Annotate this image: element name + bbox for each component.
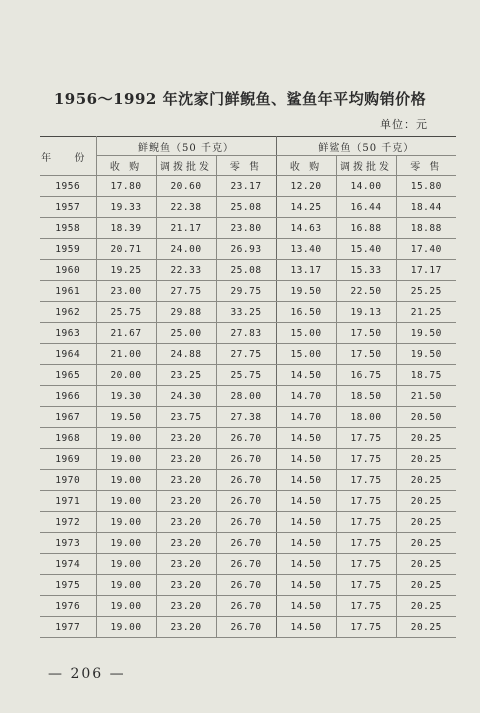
year-cell: 1968 <box>40 428 96 449</box>
table-row <box>40 575 456 596</box>
purchase-cell: 19.00 <box>96 554 156 575</box>
purchase-cell: 14.50 <box>276 554 336 575</box>
purchase-cell: 13.40 <box>276 239 336 260</box>
table-row <box>40 386 456 407</box>
retail-cell: 26.70 <box>216 617 276 638</box>
wholesale-cell: 17.75 <box>336 575 396 596</box>
retail-cell: 26.70 <box>216 596 276 617</box>
table-row <box>40 365 456 386</box>
wholesale-cell: 23.20 <box>156 533 216 554</box>
retail-cell: 26.93 <box>216 239 276 260</box>
retail-cell: 17.40 <box>396 239 456 260</box>
year-cell: 1973 <box>40 533 96 554</box>
retail-cell: 26.70 <box>216 554 276 575</box>
retail-cell: 27.75 <box>216 344 276 365</box>
year-cell: 1956 <box>40 176 96 197</box>
wholesale-cell: 16.44 <box>336 197 396 218</box>
retail-cell: 23.80 <box>216 218 276 239</box>
retail-cell: 26.70 <box>216 512 276 533</box>
year-cell: 1966 <box>40 386 96 407</box>
retail-cell: 18.88 <box>396 218 456 239</box>
purchase-cell: 19.00 <box>96 470 156 491</box>
wholesale-cell: 23.20 <box>156 575 216 596</box>
purchase-cell: 14.50 <box>276 428 336 449</box>
purchase-cell: 19.00 <box>96 596 156 617</box>
purchase-cell: 20.00 <box>96 365 156 386</box>
table-row <box>40 281 456 302</box>
retail-cell: 20.25 <box>396 617 456 638</box>
retail-cell: 27.38 <box>216 407 276 428</box>
year-cell: 1969 <box>40 449 96 470</box>
purchase-cell: 16.50 <box>276 302 336 323</box>
retail-cell: 26.70 <box>216 470 276 491</box>
retail-cell: 19.50 <box>396 323 456 344</box>
wholesale-cell: 18.50 <box>336 386 396 407</box>
wholesale-cell: 24.30 <box>156 386 216 407</box>
wholesale-cell: 17.75 <box>336 428 396 449</box>
retail-cell: 26.70 <box>216 491 276 512</box>
table-row <box>40 344 456 365</box>
purchase-cell: 19.00 <box>96 449 156 470</box>
purchase-cell: 15.00 <box>276 323 336 344</box>
retail-cell: 25.75 <box>216 365 276 386</box>
wholesale-cell: 17.75 <box>336 491 396 512</box>
year-cell: 1960 <box>40 260 96 281</box>
purchase-cell: 13.17 <box>276 260 336 281</box>
purchase-cell: 14.70 <box>276 386 336 407</box>
retail-cell: 33.25 <box>216 302 276 323</box>
purchase-cell: 19.00 <box>96 512 156 533</box>
wholesale-cell: 23.20 <box>156 554 216 575</box>
table-row <box>40 512 456 533</box>
retail-cell: 27.83 <box>216 323 276 344</box>
table-subheader-row <box>40 156 456 176</box>
purchase-cell: 14.50 <box>276 512 336 533</box>
price-table <box>40 136 456 638</box>
purchase-cell: 20.71 <box>96 239 156 260</box>
table-row <box>40 428 456 449</box>
purchase-cell: 15.00 <box>276 344 336 365</box>
wholesale-cell: 23.75 <box>156 407 216 428</box>
purchase-cell: 19.30 <box>96 386 156 407</box>
wholesale-cell: 14.00 <box>336 176 396 197</box>
wholesale-cell: 23.20 <box>156 428 216 449</box>
purchase-cell: 23.00 <box>96 281 156 302</box>
wholesale-cell: 15.33 <box>336 260 396 281</box>
table-row <box>40 323 456 344</box>
unit-label: 单位：元 <box>380 118 428 131</box>
purchase-cell: 14.50 <box>276 575 336 596</box>
year-cell: 1959 <box>40 239 96 260</box>
year-cell: 1961 <box>40 281 96 302</box>
year-cell: 1970 <box>40 470 96 491</box>
group-header-fish-2: 鲜鲨鱼（50 千克） <box>276 137 456 156</box>
wholesale-cell: 17.75 <box>336 449 396 470</box>
wholesale-cell: 24.00 <box>156 239 216 260</box>
purchase-cell: 14.50 <box>276 491 336 512</box>
year-cell: 1972 <box>40 512 96 533</box>
purchase-cell: 14.25 <box>276 197 336 218</box>
year-cell: 1963 <box>40 323 96 344</box>
table-row <box>40 596 456 617</box>
retail-cell: 29.75 <box>216 281 276 302</box>
retail-cell: 26.70 <box>216 533 276 554</box>
purchase-cell: 14.70 <box>276 407 336 428</box>
page-title: 1956～1992 年沈家门鲜鲵鱼、鲨鱼年平均购销价格 <box>53 90 427 108</box>
page-number: — 206 — <box>48 666 126 682</box>
retail-cell: 25.25 <box>396 281 456 302</box>
purchase-cell: 14.50 <box>276 533 336 554</box>
purchase-cell: 19.00 <box>96 533 156 554</box>
purchase-cell: 25.75 <box>96 302 156 323</box>
wholesale-cell: 17.75 <box>336 617 396 638</box>
purchase-cell: 14.50 <box>276 449 336 470</box>
wholesale-cell: 22.38 <box>156 197 216 218</box>
wholesale-cell: 27.75 <box>156 281 216 302</box>
wholesale-cell: 25.00 <box>156 323 216 344</box>
retail-cell: 21.50 <box>396 386 456 407</box>
retail-cell: 26.70 <box>216 428 276 449</box>
wholesale-cell: 23.25 <box>156 365 216 386</box>
retail-cell: 20.25 <box>396 470 456 491</box>
year-cell: 1971 <box>40 491 96 512</box>
retail-cell: 15.80 <box>396 176 456 197</box>
purchase-cell: 21.00 <box>96 344 156 365</box>
wholesale-cell: 21.17 <box>156 218 216 239</box>
purchase-cell: 19.50 <box>96 407 156 428</box>
retail-cell: 18.44 <box>396 197 456 218</box>
table-row <box>40 491 456 512</box>
wholesale-cell: 17.75 <box>336 533 396 554</box>
table-row <box>40 302 456 323</box>
retail-cell: 17.17 <box>396 260 456 281</box>
table-row <box>40 533 456 554</box>
retail-cell: 20.25 <box>396 575 456 596</box>
purchase-cell: 19.00 <box>96 428 156 449</box>
retail-cell: 18.75 <box>396 365 456 386</box>
wholesale-cell: 23.20 <box>156 470 216 491</box>
year-cell: 1967 <box>40 407 96 428</box>
retail-cell: 20.50 <box>396 407 456 428</box>
retail-cell: 20.25 <box>396 554 456 575</box>
purchase-cell: 19.00 <box>96 617 156 638</box>
subheader-purchase: 收 购 <box>276 156 336 176</box>
wholesale-cell: 18.00 <box>336 407 396 428</box>
retail-cell: 20.25 <box>396 596 456 617</box>
wholesale-cell: 23.20 <box>156 617 216 638</box>
purchase-cell: 14.50 <box>276 470 336 491</box>
wholesale-cell: 16.75 <box>336 365 396 386</box>
wholesale-cell: 17.75 <box>336 554 396 575</box>
group-header-fish-1: 鲜鲵鱼（50 千克） <box>96 137 276 156</box>
retail-cell: 20.25 <box>396 491 456 512</box>
table-body <box>40 176 456 638</box>
wholesale-cell: 24.88 <box>156 344 216 365</box>
year-column-header: 年 份 <box>40 137 96 176</box>
table-header-row <box>40 137 456 156</box>
wholesale-cell: 17.75 <box>336 596 396 617</box>
year-cell: 1976 <box>40 596 96 617</box>
purchase-cell: 14.50 <box>276 596 336 617</box>
table-row <box>40 260 456 281</box>
wholesale-cell: 17.50 <box>336 344 396 365</box>
retail-cell: 28.00 <box>216 386 276 407</box>
retail-cell: 20.25 <box>396 533 456 554</box>
table-row <box>40 176 456 197</box>
table-row <box>40 197 456 218</box>
purchase-cell: 14.63 <box>276 218 336 239</box>
table-row <box>40 470 456 491</box>
retail-cell: 26.70 <box>216 575 276 596</box>
purchase-cell: 19.33 <box>96 197 156 218</box>
wholesale-cell: 22.50 <box>336 281 396 302</box>
wholesale-cell: 20.60 <box>156 176 216 197</box>
retail-cell: 19.50 <box>396 344 456 365</box>
purchase-cell: 17.80 <box>96 176 156 197</box>
wholesale-cell: 23.20 <box>156 491 216 512</box>
wholesale-cell: 23.20 <box>156 596 216 617</box>
table-row <box>40 554 456 575</box>
retail-cell: 21.25 <box>396 302 456 323</box>
purchase-cell: 21.67 <box>96 323 156 344</box>
year-cell: 1962 <box>40 302 96 323</box>
year-cell: 1974 <box>40 554 96 575</box>
subheader-wholesale: 调拨批发 <box>336 156 396 176</box>
subheader-wholesale: 调拨批发 <box>156 156 216 176</box>
purchase-cell: 19.25 <box>96 260 156 281</box>
wholesale-cell: 29.88 <box>156 302 216 323</box>
retail-cell: 23.17 <box>216 176 276 197</box>
retail-cell: 20.25 <box>396 449 456 470</box>
wholesale-cell: 23.20 <box>156 449 216 470</box>
purchase-cell: 19.00 <box>96 575 156 596</box>
year-cell: 1958 <box>40 218 96 239</box>
wholesale-cell: 19.13 <box>336 302 396 323</box>
retail-cell: 20.25 <box>396 428 456 449</box>
retail-cell: 25.08 <box>216 260 276 281</box>
retail-cell: 25.08 <box>216 197 276 218</box>
wholesale-cell: 23.20 <box>156 512 216 533</box>
purchase-cell: 19.00 <box>96 491 156 512</box>
year-cell: 1965 <box>40 365 96 386</box>
wholesale-cell: 17.75 <box>336 512 396 533</box>
table-row <box>40 239 456 260</box>
purchase-cell: 18.39 <box>96 218 156 239</box>
year-cell: 1964 <box>40 344 96 365</box>
table-row <box>40 449 456 470</box>
table-row <box>40 407 456 428</box>
wholesale-cell: 17.75 <box>336 470 396 491</box>
wholesale-cell: 15.40 <box>336 239 396 260</box>
table-row <box>40 218 456 239</box>
purchase-cell: 14.50 <box>276 617 336 638</box>
wholesale-cell: 16.88 <box>336 218 396 239</box>
subheader-purchase: 收 购 <box>96 156 156 176</box>
retail-cell: 26.70 <box>216 449 276 470</box>
wholesale-cell: 17.50 <box>336 323 396 344</box>
table-row <box>40 617 456 638</box>
purchase-cell: 19.50 <box>276 281 336 302</box>
retail-cell: 20.25 <box>396 512 456 533</box>
year-cell: 1975 <box>40 575 96 596</box>
purchase-cell: 12.20 <box>276 176 336 197</box>
year-cell: 1957 <box>40 197 96 218</box>
wholesale-cell: 22.33 <box>156 260 216 281</box>
purchase-cell: 14.50 <box>276 365 336 386</box>
subheader-retail: 零 售 <box>396 156 456 176</box>
subheader-retail: 零 售 <box>216 156 276 176</box>
year-cell: 1977 <box>40 617 96 638</box>
